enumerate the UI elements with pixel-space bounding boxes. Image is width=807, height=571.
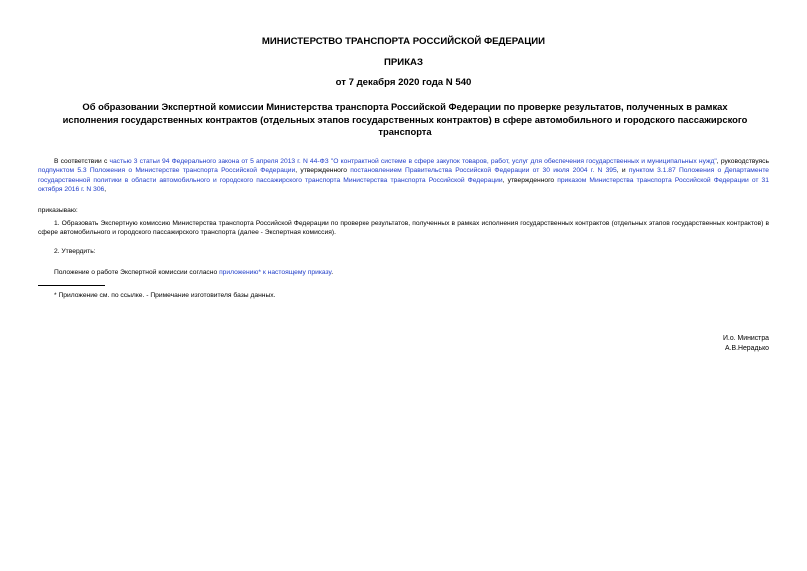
appendix-link[interactable]: приложению* к настоящему приказу [219, 269, 332, 276]
signature-position: И.о. Министра [722, 335, 769, 342]
document-type-heading: ПРИКАЗ [384, 57, 423, 68]
footnote-divider [38, 285, 105, 286]
footnote: * Приложение см. по ссылке. - Примечание изготовителя базы данных. [54, 292, 276, 299]
ministry-order-link[interactable]: приказом Министерства транспорта Российской Федерации от 31 октября 2016 г. N 306 [38, 176, 770, 193]
preamble-text: , руководствуясь [716, 158, 770, 165]
item-2-paragraph: 2. Утвердить: [54, 248, 96, 255]
approval-paragraph [54, 268, 754, 277]
date-number-heading: от 7 декабря 2020 года N 540 [335, 77, 472, 88]
item-1-paragraph: 1. Образовать Экспертную комиссию Министерства транспорта Российской Федерации по проверке результатов, полученных в рамках исполнения государственных контрактов (отдельных этапов государственных контрактов) в сфере автомобильного и городского пассажирского транспорта (далее - Экспертная комиссия). [38, 220, 769, 237]
signature-name: А.В.Нерадько [724, 345, 769, 352]
law-44fz-link[interactable]: частью 3 статьи 94 Федерального закона от 5 апреля 2013 г. N 44-ФЗ "О контрактной системе в сфере закупок товаров, работ, услуг для обеспечения государственных и муниципальных нужд" [109, 158, 717, 165]
document-title: Об образовании Экспертной комиссии Министерства транспорта Российской Федерации по проверке результатов, полученных в рамках исполнения государственных контрактов (отдельных этапов государственных контрактов) в сфере автомобильного и городского пассажирского транспорта [62, 101, 748, 137]
preamble-text: , утвержденного [295, 167, 351, 175]
preamble-text: , [104, 185, 107, 193]
preamble-text: , утвержденного [502, 176, 558, 184]
order-word: приказываю: [38, 207, 78, 214]
ministry-heading: МИНИСТЕРСТВО ТРАНСПОРТА РОССИЙСКОЙ ФЕДЕРАЦИИ [261, 36, 546, 47]
preamble-text: В соответствии с [54, 158, 110, 165]
preamble-text: , и [616, 167, 629, 175]
approval-text: Положение о работе Экспертной комиссии согласно [54, 269, 220, 276]
department-regulation-link[interactable]: пунктом 3.1.87 Положения о Департаменте государственной политики в области автомобильного и городского пассажирского транспорта Министерства транспорта Российской Федерации [38, 167, 770, 184]
preamble-paragraph [38, 157, 769, 194]
ministry-regulation-link[interactable]: подпунктом 5.3 Положения о Министерстве транспорта Российской Федерации [38, 167, 296, 175]
government-resolution-link[interactable]: постановлением Правительства Российской Федерации от 30 июля 2004 г. N 395 [350, 167, 617, 175]
approval-text: . [331, 269, 334, 276]
